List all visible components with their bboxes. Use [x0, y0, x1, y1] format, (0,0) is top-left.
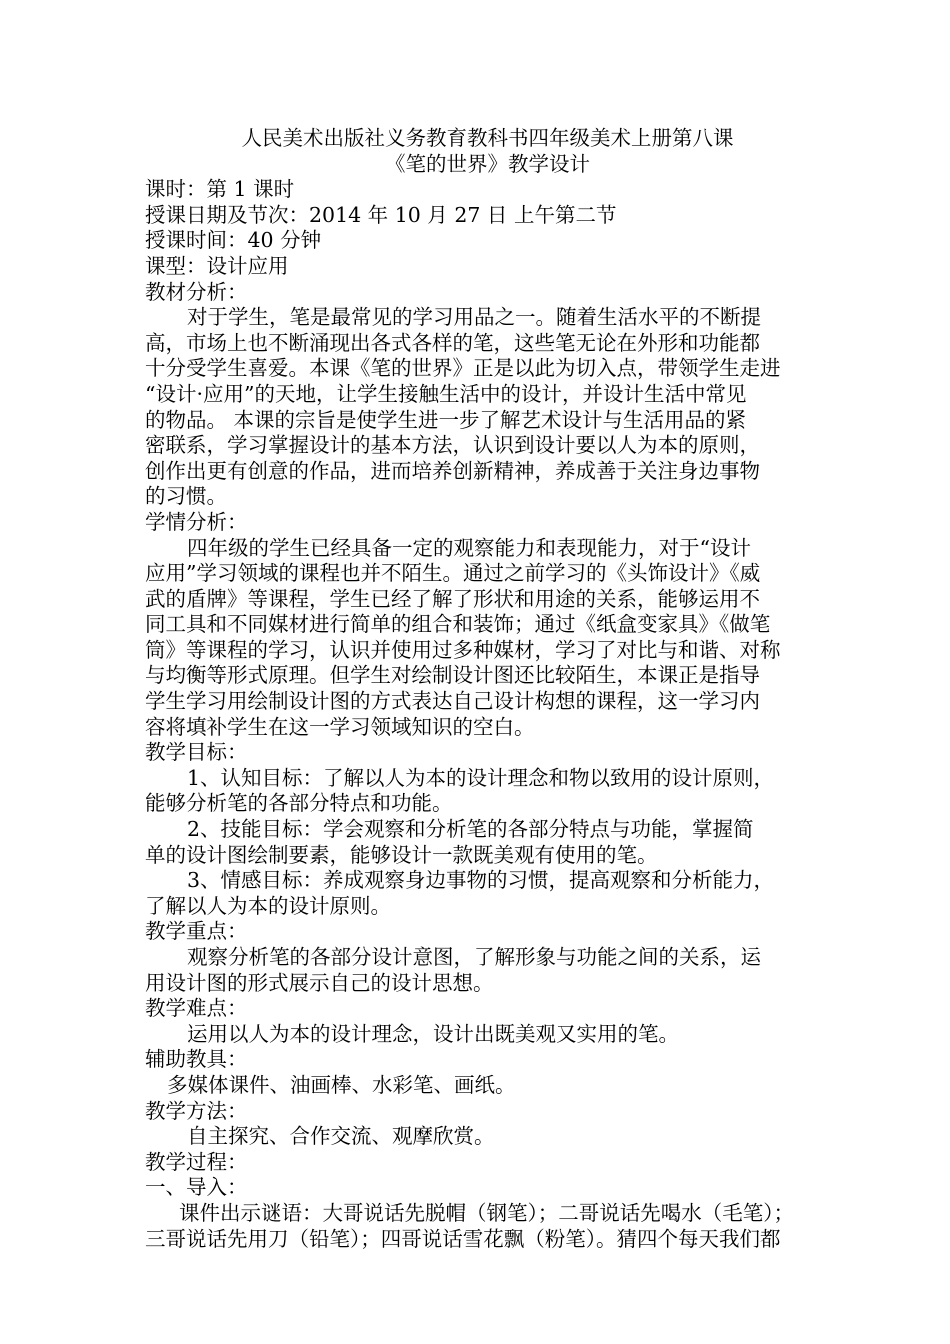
text-line: 授课日期及节次：2014 年 10 月 27 日 上午第二节 [145, 202, 617, 227]
text-line: 学情分析： [145, 509, 248, 534]
text-line: 教学难点： [145, 996, 248, 1021]
text-line: 能够分析笔的各部分特点和功能。 [145, 791, 453, 816]
text-line: 筒》等课程的学习，认识并使用过多种媒材，学习了对比与和谐、对称 [145, 637, 781, 662]
text-line: 2、技能目标：学会观察和分析笔的各部分特点与功能，掌握简 [187, 817, 754, 842]
text-line: 学生学习用绘制设计图的方式表达自己设计构想的课程，这一学习内 [145, 689, 760, 714]
text-line: 3、情感目标：养成观察身边事物的习惯，提高观察和分析能力， [187, 868, 775, 893]
text-line: 单的设计图绘制要素，能够设计一款既美观有使用的笔。 [145, 842, 658, 867]
text-line: 教学重点： [145, 919, 248, 944]
text-line: 多媒体课件、油画棒、水彩笔、画纸。 [167, 1072, 516, 1097]
text-line: 的物品。 本课的宗旨是使学生进一步了解艺术设计与生活用品的紧 [145, 407, 747, 432]
text-line: 高，市场上也不断涌现出各式各样的笔，这些笔无论在外形和功能都 [145, 330, 760, 355]
text-line: 用设计图的形式展示自己的设计思想。 [145, 970, 494, 995]
document-subtitle: 《笔的世界》教学设计 [385, 151, 590, 176]
text-line: 教学目标： [145, 740, 248, 765]
document-title: 人民美术出版社义务教育教科书四年级美术上册第八课 [241, 126, 734, 150]
text-line: 一、导入： [145, 1175, 248, 1200]
text-line: 教学过程： [145, 1149, 248, 1174]
text-line: 应用”学习领域的课程也并不陌生。通过之前学习的《头饰设计》《威 [145, 561, 761, 586]
text-line: 观察分析笔的各部分设计意图，了解形象与功能之间的关系，运 [187, 945, 761, 969]
text-line: 课件出示谜语：大哥说话先脱帽（钢笔）；二哥说话先喝水（毛笔）； [179, 1200, 794, 1225]
text-line: 容将填补学生在这一学习领域知识的空白。 [145, 714, 535, 739]
text-line: 自主探究、合作交流、观摩欣赏。 [187, 1124, 495, 1149]
text-line: 课型：设计应用 [145, 253, 289, 278]
text-line: 辅助教具： [145, 1047, 248, 1072]
text-line: 运用以人为本的设计理念，设计出既美观又实用的笔。 [187, 1021, 679, 1046]
text-line: 三哥说话先用刀（铅笔）；四哥说话雪花飘（粉笔）。猜四个每天我们都 [145, 1226, 781, 1251]
text-line: 1、认知目标：了解以人为本的设计理念和物以致用的设计原则， [187, 765, 775, 790]
text-line: 的习惯。 [145, 484, 227, 509]
text-line: 四年级的学生已经具备一定的观察能力和表现能力，对于“设计 [187, 535, 751, 560]
text-line: 密联系，学习掌握设计的基本方法，认识到设计要以人为本的原则， [145, 433, 760, 458]
text-line: 教学方法： [145, 1098, 248, 1123]
text-line: 教材分析： [145, 279, 248, 304]
text-line: 武的盾牌》等课程，学生已经了解了形状和用途的关系，能够运用不 [145, 586, 760, 611]
text-line: 同工具和不同媒材进行简单的组合和装饰；通过《纸盒变家具》《做笔 [145, 612, 771, 637]
text-line: “设计·应用”的天地，让学生接触生活中的设计，并设计生活中常见 [145, 381, 747, 406]
document-body [145, 126, 810, 1252]
text-line: 对于学生，笔是最常见的学习用品之一。随着生活水平的不断提 [187, 305, 761, 330]
text-line: 授课时间：40 分钟 [145, 228, 322, 253]
text-line: 与均衡等形式原理。但学生对绘制设计图还比较陌生，本课正是指导 [145, 663, 760, 688]
text-line: 课时：第 1 课时 [145, 177, 295, 202]
text-line: 十分受学生喜爱。本课《笔的世界》正是以此为切入点，带领学生走进 [145, 356, 781, 381]
text-line: 创作出更有创意的作品，进而培养创新精神，养成善于关注身边事物 [145, 458, 760, 483]
document-lines [145, 177, 810, 1252]
text-line: 了解以人为本的设计原则。 [145, 893, 391, 918]
